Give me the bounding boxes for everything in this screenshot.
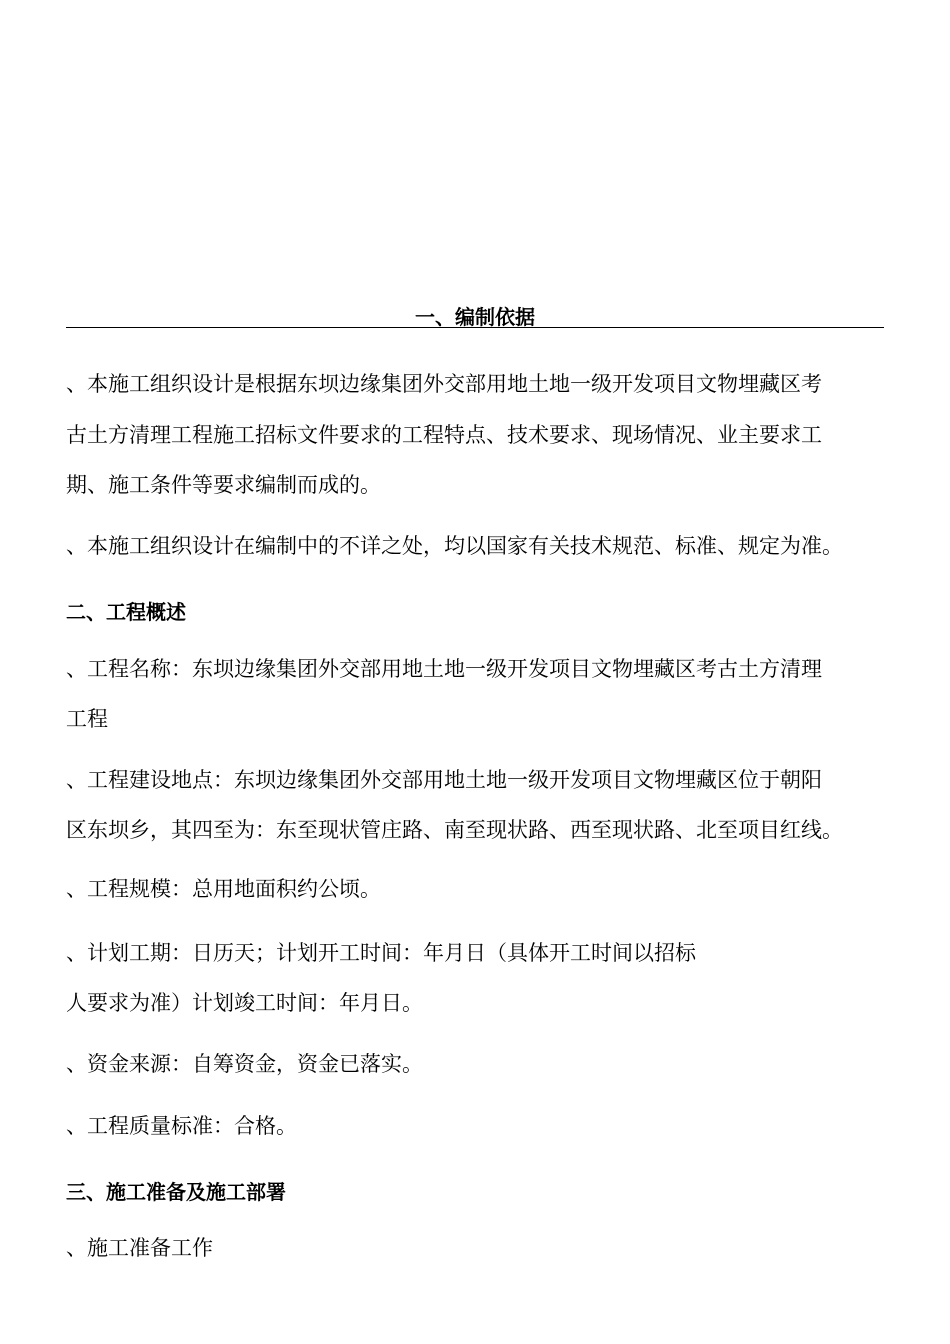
s1-p2: 、本施工组织设计在编制中的不详之处，均以国家有关技术规范、标准、规定为准。 xyxy=(66,534,843,558)
s2-item1-line1: 、工程名称：东坝边缘集团外交部用地土地一级开发项目文物埋藏区考古土方清理 xyxy=(66,657,822,681)
s2-item4-line2: 人要求为准）计划竣工时间：年月日。 xyxy=(66,991,423,1015)
s2-item2-line2: 区东坝乡，其四至为：东至现状管庄路、南至现状路、西至现状路、北至项目红线。 xyxy=(66,818,843,842)
s3-item1: 、施工准备工作 xyxy=(66,1236,213,1260)
section-3-title: 三、施工准备及施工部署 xyxy=(66,1180,286,1204)
s2-item3: 、工程规模：总用地面积约公顷。 xyxy=(66,877,381,901)
s2-item2-line1: 、工程建设地点：东坝边缘集团外交部用地土地一级开发项目文物埋藏区位于朝阳 xyxy=(66,768,822,792)
title-underline xyxy=(66,327,884,328)
section-1-title: 一、编制依据 xyxy=(415,305,535,329)
s2-item1-line2: 工程 xyxy=(66,707,108,731)
s2-item4-line1: 、计划工期：日历天；计划开工时间：年月日（具体开工时间以招标 xyxy=(66,941,696,965)
s1-p1-line2: 古土方清理工程施工招标文件要求的工程特点、技术要求、现场情况、业主要求工 xyxy=(66,423,822,447)
s1-p1-line3: 期、施工条件等要求编制而成的。 xyxy=(66,473,381,497)
s2-item6: 、工程质量标准：合格。 xyxy=(66,1114,297,1138)
section-2-title: 二、工程概述 xyxy=(66,600,186,624)
s2-item5: 、资金来源：自筹资金，资金已落实。 xyxy=(66,1052,423,1076)
s1-p1-line1: 、本施工组织设计是根据东坝边缘集团外交部用地土地一级开发项目文物埋藏区考 xyxy=(66,372,822,396)
